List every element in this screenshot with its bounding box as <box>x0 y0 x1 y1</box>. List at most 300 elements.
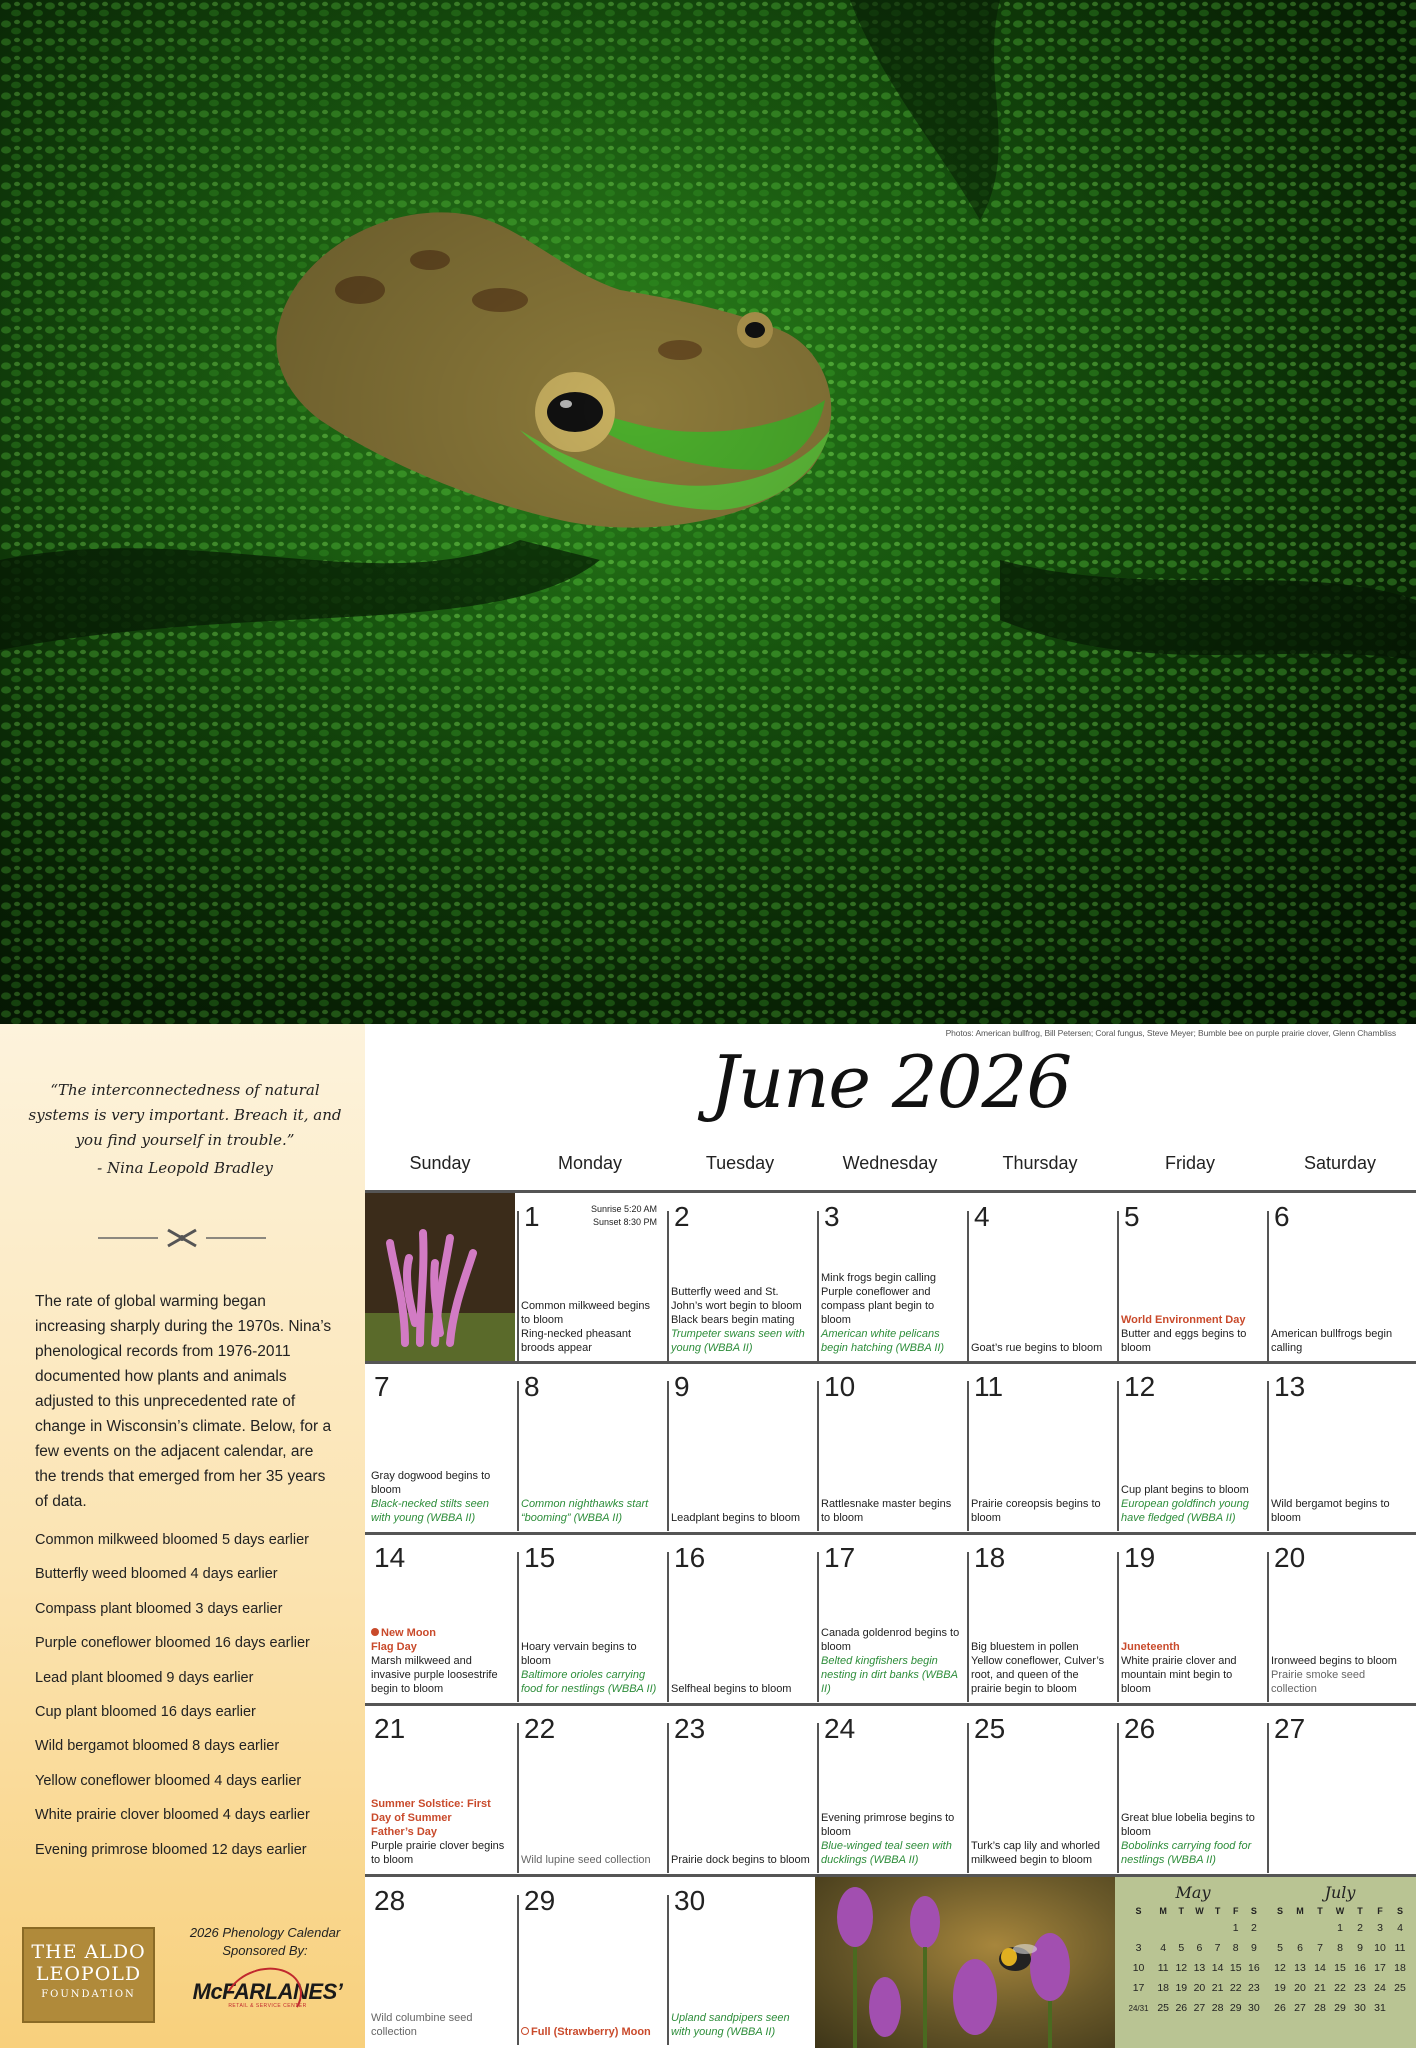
day-number: 26 <box>1124 1713 1156 1744</box>
event-text: Gray dogwood begins to bloom <box>371 1470 491 1496</box>
trend-item: Evening primrose bloomed 12 days earlier <box>35 1841 307 1858</box>
event-text: Common milkweed begins to bloom <box>521 1300 650 1326</box>
event-text: Flag Day <box>371 1641 417 1653</box>
day-number: 29 <box>524 1885 556 1916</box>
mcfarlanes-logo <box>185 1979 350 2009</box>
day-cell[interactable] <box>665 1705 815 1873</box>
day-events <box>371 1469 511 1525</box>
mini-day: 16 <box>1248 1962 1260 1974</box>
day-number: 14 <box>374 1542 406 1573</box>
event-line <box>671 1285 811 1313</box>
new-moon-icon <box>371 1628 379 1636</box>
quote: “The interconnectedness of natural systems is very important. Breach it, and you find yourself in trouble.” <box>28 1081 342 1149</box>
week-divider <box>365 1532 1416 1535</box>
day-events <box>521 1853 661 1867</box>
day-divider <box>817 1552 819 1702</box>
month-title: June 2026 <box>709 1040 1072 1124</box>
day-divider <box>667 1211 669 1361</box>
event-text: Cup plant begins to bloom <box>1121 1484 1249 1496</box>
event-line <box>1271 1497 1411 1525</box>
day-cell[interactable] <box>815 1363 965 1531</box>
day-number: 9 <box>674 1371 690 1402</box>
day-number: 13 <box>1274 1371 1306 1402</box>
event-line <box>521 1640 661 1668</box>
day-cell[interactable] <box>515 1877 665 2045</box>
day-cell[interactable] <box>965 1705 1115 1873</box>
day-number: 1 <box>524 1201 540 1232</box>
bumble-bee-illustration <box>815 1877 1115 2048</box>
day-cell[interactable] <box>515 1193 665 1361</box>
mini-day: 29 <box>1229 2002 1242 2014</box>
day-number: 15 <box>524 1542 556 1573</box>
ornament-divider-icon <box>98 1224 266 1252</box>
event-text: Prairie coreopsis begins to bloom <box>971 1498 1101 1524</box>
day-cell[interactable] <box>365 1534 515 1702</box>
day-divider <box>1117 1211 1119 1361</box>
event-line <box>1121 1811 1261 1839</box>
day-divider <box>1117 1723 1119 1873</box>
day-cell[interactable] <box>665 1534 815 1702</box>
mini-day: 12 <box>1274 1962 1286 1974</box>
event-text: Wild columbine seed collection <box>371 2012 473 2038</box>
mini-day: 6 <box>1196 1942 1203 1954</box>
event-line <box>371 1640 511 1654</box>
mini-weekday: T <box>1317 1906 1323 1916</box>
day-number: 16 <box>674 1542 706 1573</box>
event-line <box>821 1811 961 1839</box>
mini-weekday: S <box>1250 1906 1257 1916</box>
event-line <box>1271 1654 1411 1668</box>
day-divider <box>667 1723 669 1873</box>
mini-day <box>1209 1918 1227 1938</box>
event-text: Butter and eggs begins to bloom <box>1121 1328 1247 1354</box>
day-cell[interactable] <box>1115 1193 1265 1361</box>
mini-day: 25 <box>1394 1982 1406 1994</box>
day-divider <box>967 1552 969 1702</box>
event-line <box>1121 1654 1261 1696</box>
mini-day: 13 <box>1193 1962 1206 1974</box>
day-number: 7 <box>374 1371 390 1402</box>
mini-day <box>1390 1998 1410 2018</box>
mini-day: 23 <box>1248 1982 1260 1994</box>
event-text: Butterfly weed and St. John’s wort begin to bloom <box>671 1286 802 1312</box>
event-text: Bobolinks carrying food for nestlings (WBBA II) <box>1121 1840 1252 1866</box>
mini-day: 18 <box>1394 1962 1406 1974</box>
event-text: Baltimore orioles carrying food for nestlings (WBBA II) <box>521 1669 657 1695</box>
day-cell[interactable] <box>515 1705 665 1873</box>
event-text: White prairie clover and mountain mint begin to bloom <box>1121 1655 1237 1695</box>
mini-day: 1 <box>1337 1922 1343 1934</box>
weekday-label: Monday <box>557 1153 623 1173</box>
event-line <box>821 1839 961 1867</box>
event-line <box>371 1654 511 1696</box>
event-text: Purple coneflower and compass plant begin to bloom <box>821 1286 935 1326</box>
mini-day: 19 <box>1274 1982 1286 1994</box>
event-text: Father’s Day <box>371 1826 438 1838</box>
day-cell[interactable] <box>665 1877 815 2045</box>
mini-day: 10 <box>1132 1962 1145 1974</box>
event-line <box>1121 1483 1261 1497</box>
mini-day: 15 <box>1229 1962 1242 1974</box>
event-line <box>671 1327 811 1355</box>
mini-day: 2 <box>1250 1922 1257 1934</box>
day-events <box>1271 1654 1411 1696</box>
day-number: 20 <box>1274 1542 1306 1573</box>
mini-day: 2 <box>1357 1922 1363 1934</box>
day-events <box>371 2011 511 2039</box>
day-events <box>521 1299 661 1355</box>
day-divider <box>817 1723 819 1873</box>
day-events <box>1121 1811 1261 1867</box>
event-line <box>971 1654 1111 1696</box>
day-events <box>971 1497 1111 1525</box>
sponsor-line: 2026 Phenology Calendar <box>189 1925 341 1940</box>
day-events <box>371 1626 511 1696</box>
day-number: 25 <box>974 1713 1006 1744</box>
mini-day: 5 <box>1277 1942 1283 1954</box>
mini-weekday: M <box>1296 1906 1304 1916</box>
day-divider <box>967 1211 969 1361</box>
mini-day: 7 <box>1317 1942 1323 1954</box>
event-text: Ring-necked pheasant broods appear <box>521 1328 632 1354</box>
day-events <box>971 1640 1111 1696</box>
event-line <box>521 1327 661 1355</box>
mini-day: 12 <box>1175 1962 1188 1974</box>
event-line <box>371 1797 511 1825</box>
day-divider <box>1267 1211 1269 1361</box>
day-events <box>521 2025 661 2039</box>
mini-day: 30 <box>1354 2002 1366 2014</box>
day-events <box>971 1839 1111 1867</box>
aldo-leopold-foundation-logo <box>22 1927 155 2023</box>
mini-day <box>1290 1918 1310 1938</box>
event-line <box>521 1853 661 1867</box>
mini-day: 17 <box>1374 1962 1386 1974</box>
mini-day <box>1270 1918 1290 1938</box>
event-text: Black-necked stilts seen with young (WBBA II) <box>371 1498 489 1524</box>
day-number: 28 <box>374 1885 406 1916</box>
day-cell[interactable] <box>365 1705 515 1873</box>
event-text: Turk’s cap lily and whorled milkweed begin to bloom <box>971 1840 1101 1866</box>
mini-month-table <box>1123 1904 1263 2018</box>
event-text: American bullfrogs begin calling <box>1271 1328 1393 1354</box>
day-divider <box>1267 1381 1269 1531</box>
day-number: 18 <box>974 1542 1006 1573</box>
day-events <box>371 1797 511 1867</box>
mini-day: 27 <box>1294 2002 1306 2014</box>
event-line <box>1121 1497 1261 1525</box>
event-line <box>821 1497 961 1525</box>
day-cell[interactable] <box>1115 1705 1265 1873</box>
mini-day: 16 <box>1354 1962 1366 1974</box>
mini-day <box>1190 1918 1208 1938</box>
day-divider <box>667 1552 669 1702</box>
event-text: Selfheal begins to bloom <box>671 1683 792 1695</box>
mini-day: 21 <box>1211 1982 1224 1994</box>
event-text: Blue-winged teal seen with ducklings (WBBA II) <box>821 1840 952 1866</box>
mini-day: 27 <box>1193 2002 1206 2014</box>
day-number: 10 <box>824 1371 856 1402</box>
event-text: Rattlesnake master begins to bloom <box>821 1498 952 1524</box>
day-number: 24 <box>824 1713 856 1744</box>
quote-author: - Nina Leopold Bradley <box>97 1159 273 1177</box>
weekday-label: Saturday <box>1303 1153 1377 1173</box>
event-text: Summer Solstice: First Day of Summer <box>371 1798 491 1824</box>
day-divider <box>817 1211 819 1361</box>
day-divider <box>1117 1552 1119 1702</box>
event-text: Juneteenth <box>1121 1641 1180 1653</box>
logo-line: FOUNDATION <box>41 1989 136 2000</box>
trend-item: White prairie clover bloomed 4 days earlier <box>35 1807 310 1824</box>
weekday-label: Wednesday <box>842 1153 938 1173</box>
day-number: 4 <box>974 1201 990 1232</box>
event-line <box>1121 1839 1261 1867</box>
sponsor-sub: RETAIL & SERVICE CENTER <box>228 2003 307 2009</box>
day-divider <box>517 1723 519 1873</box>
weekday-label: Sunday <box>409 1153 471 1173</box>
mini-day: 19 <box>1175 1982 1188 1994</box>
day-number: 19 <box>1124 1542 1156 1573</box>
event-line <box>1121 1313 1261 1327</box>
event-text: World Environment Day <box>1121 1314 1246 1326</box>
day-divider <box>517 1552 519 1702</box>
event-line <box>521 1299 661 1327</box>
week-divider <box>365 1874 1416 1877</box>
day-events <box>671 1511 811 1525</box>
day-events <box>821 1497 961 1525</box>
mini-day: 8 <box>1337 1942 1343 1954</box>
event-text: Common nighthawks start “booming” (WBBA II) <box>521 1498 649 1524</box>
mini-day: 26 <box>1175 2002 1188 2014</box>
mini-weekday: T <box>1178 1906 1185 1916</box>
mini-weekday: M <box>1159 1906 1167 1916</box>
week-divider <box>365 1361 1416 1364</box>
day-events <box>821 1271 961 1355</box>
event-line <box>821 1327 961 1355</box>
event-text: Goat’s rue begins to bloom <box>971 1342 1103 1354</box>
mini-day: 24/31 <box>1128 2003 1149 2013</box>
day-number: 5 <box>1124 1201 1140 1232</box>
day-number: 27 <box>1274 1713 1306 1744</box>
mini-weekday: S <box>1276 1906 1283 1916</box>
day-cell[interactable] <box>1265 1534 1415 1702</box>
mini-day: 23 <box>1354 1982 1366 1994</box>
mini-day: 25 <box>1157 2002 1169 2014</box>
event-text: Great blue lobelia begins to bloom <box>1121 1812 1255 1838</box>
mini-day: 6 <box>1297 1942 1303 1954</box>
mini-day: 28 <box>1211 2002 1224 2014</box>
trend-item: Purple coneflower bloomed 16 days earlier <box>35 1635 310 1652</box>
event-line <box>821 1654 961 1696</box>
mini-day <box>1310 1918 1330 1938</box>
day-number: 21 <box>374 1713 406 1744</box>
event-text: Big bluestem in pollen <box>971 1641 1079 1653</box>
mini-day: 18 <box>1157 1982 1169 1994</box>
event-line <box>371 1825 511 1839</box>
day-cell[interactable] <box>665 1363 815 1531</box>
event-line <box>971 1640 1111 1654</box>
event-text: New Moon <box>381 1627 436 1639</box>
day-cell[interactable] <box>365 1877 515 2045</box>
day-number: 2 <box>674 1201 690 1232</box>
event-text: Full (Strawberry) Moon <box>531 2026 651 2038</box>
event-text: Prairie dock begins to bloom <box>671 1854 810 1866</box>
event-line <box>671 2011 811 2039</box>
mini-day: 28 <box>1314 2002 1326 2014</box>
day-cell[interactable] <box>365 1363 515 1531</box>
day-cell[interactable] <box>1115 1534 1265 1702</box>
day-number: 8 <box>524 1371 540 1402</box>
event-text: Ironweed begins to bloom <box>1271 1655 1397 1667</box>
day-cell[interactable] <box>1265 1363 1415 1531</box>
day-events <box>1121 1313 1261 1355</box>
event-text: Mink frogs begin calling <box>821 1272 936 1284</box>
day-cell[interactable] <box>815 1705 965 1873</box>
mini-weekday: S <box>1396 1906 1403 1916</box>
event-text: Canada goldenrod begins to bloom <box>821 1627 960 1653</box>
event-line <box>1121 1327 1261 1355</box>
trend-item: Butterfly weed bloomed 4 days earlier <box>35 1566 278 1583</box>
mini-day: 14 <box>1211 1962 1224 1974</box>
event-line <box>671 1313 811 1327</box>
mini-weekday: F <box>1377 1906 1383 1916</box>
day-number: 11 <box>974 1371 1004 1402</box>
mini-day: 5 <box>1178 1942 1185 1954</box>
day-cell[interactable] <box>515 1534 665 1702</box>
mini-day: 24 <box>1374 1982 1386 1994</box>
day-events <box>521 1497 661 1525</box>
week-divider <box>365 1190 1416 1193</box>
day-divider <box>517 1381 519 1531</box>
sidebar <box>0 1024 365 2048</box>
mini-weekday: S <box>1135 1906 1142 1916</box>
mini-day <box>1172 1918 1190 1938</box>
day-cell[interactable] <box>515 1363 665 1531</box>
week-divider <box>365 1703 1416 1706</box>
sponsor-line: Sponsored By: <box>222 1943 308 1958</box>
trend-item: Common milkweed bloomed 5 days earlier <box>35 1532 310 1548</box>
mini-weekday: W <box>1195 1906 1204 1916</box>
mini-day: 13 <box>1294 1962 1306 1974</box>
trend-item: Lead plant bloomed 9 days earlier <box>35 1669 254 1686</box>
mini-day: 17 <box>1132 1982 1145 1994</box>
day-number: 12 <box>1124 1371 1156 1402</box>
day-cell[interactable] <box>1265 1193 1415 1361</box>
event-line <box>1271 1668 1411 1696</box>
event-text: Evening primrose begins to bloom <box>821 1812 955 1838</box>
event-text: Marsh milkweed and invasive purple loosestrife begin to bloom <box>371 1655 498 1695</box>
mini-day: 31 <box>1374 2002 1386 2014</box>
mini-day: 10 <box>1374 1942 1386 1954</box>
day-cell[interactable] <box>1265 1705 1415 1873</box>
day-divider <box>517 1211 519 1361</box>
event-line <box>521 1497 661 1525</box>
day-events <box>671 1285 811 1355</box>
mini-day: 3 <box>1135 1942 1142 1954</box>
event-text: Yellow coneflower, Culver’s root, and queen of the prairie begin to bloom <box>971 1655 1105 1695</box>
mini-day <box>1123 1918 1154 1938</box>
day-cell[interactable] <box>815 1193 965 1361</box>
event-text: Belted kingfishers begin nesting in dirt banks (WBBA II) <box>821 1655 958 1695</box>
day-events <box>971 1341 1111 1355</box>
mini-calendars <box>1115 1877 1416 2048</box>
event-text: Purple prairie clover begins to bloom <box>371 1840 505 1866</box>
day-cell[interactable] <box>965 1534 1115 1702</box>
day-cell[interactable] <box>1115 1363 1265 1531</box>
event-line <box>371 1469 511 1497</box>
weekday-label: Friday <box>1164 1153 1215 1173</box>
event-line <box>371 1626 511 1640</box>
event-line <box>821 1271 961 1285</box>
mini-calendar-may <box>1123 1883 1263 2018</box>
day-number: 22 <box>524 1713 556 1744</box>
mini-day: 11 <box>1394 1942 1406 1954</box>
mini-day: 20 <box>1294 1982 1306 1994</box>
day-number: 6 <box>1274 1201 1290 1232</box>
day-cell[interactable] <box>665 1193 815 1361</box>
day-events <box>821 1626 961 1696</box>
event-line <box>521 1668 661 1696</box>
event-line <box>371 1497 511 1525</box>
trend-item: Wild bergamot bloomed 8 days earlier <box>35 1738 280 1755</box>
trend-item: Compass plant bloomed 3 days earlier <box>35 1600 283 1617</box>
logo-line: LEOPOLD <box>35 1963 142 1985</box>
day-divider <box>667 1895 669 2045</box>
event-text: Leadplant begins to bloom <box>671 1512 801 1524</box>
coral-fungus-illustration <box>365 1193 515 1361</box>
trend-list <box>35 1530 345 1874</box>
day-cell[interactable] <box>815 1534 965 1702</box>
trend-item: Yellow coneflower bloomed 4 days earlier <box>35 1772 302 1789</box>
day-number: 30 <box>674 1885 706 1916</box>
event-text: Upland sandpipers seen with young (WBBA II) <box>671 2012 790 2038</box>
day-divider <box>1267 1723 1269 1873</box>
mini-weekday: F <box>1232 1906 1239 1916</box>
weekday-label: Tuesday <box>705 1153 775 1173</box>
day-events <box>1271 1497 1411 1525</box>
day-events <box>821 1811 961 1867</box>
logo-line: THE ALDO <box>31 1941 146 1963</box>
event-text: Black bears begin mating <box>671 1314 795 1326</box>
day-number: 17 <box>824 1542 856 1573</box>
day-divider <box>667 1381 669 1531</box>
event-text: European goldfinch young have fledged (WBBA II) <box>1121 1498 1249 1524</box>
event-line <box>671 1682 811 1696</box>
event-text: Wild lupine seed collection <box>521 1854 651 1866</box>
trend-item: Cup plant bloomed 16 days earlier <box>35 1703 256 1720</box>
event-text: Prairie smoke seed collection <box>1271 1669 1366 1695</box>
event-line <box>971 1839 1111 1867</box>
mini-day: 29 <box>1334 2002 1346 2014</box>
event-text: Trumpeter swans seen with young (WBBA II) <box>671 1328 805 1354</box>
event-line <box>971 1497 1111 1525</box>
mini-day: 21 <box>1314 1982 1326 1994</box>
photo-bumble-bee <box>815 1877 1115 2048</box>
mini-day: 30 <box>1248 2002 1260 2014</box>
day-events <box>1271 1327 1411 1355</box>
mini-day: 1 <box>1232 1922 1239 1934</box>
event-line <box>521 2025 661 2039</box>
photo-coral-fungus <box>365 1193 515 1361</box>
event-line <box>821 1626 961 1654</box>
mini-day: 4 <box>1397 1922 1403 1934</box>
day-cell[interactable] <box>965 1193 1115 1361</box>
day-cell[interactable] <box>965 1363 1115 1531</box>
sunrise-time: Sunrise 5:20 AM <box>590 1204 657 1214</box>
day-divider <box>1267 1552 1269 1702</box>
mini-day: 9 <box>1357 1942 1363 1954</box>
event-line <box>1271 1327 1411 1355</box>
